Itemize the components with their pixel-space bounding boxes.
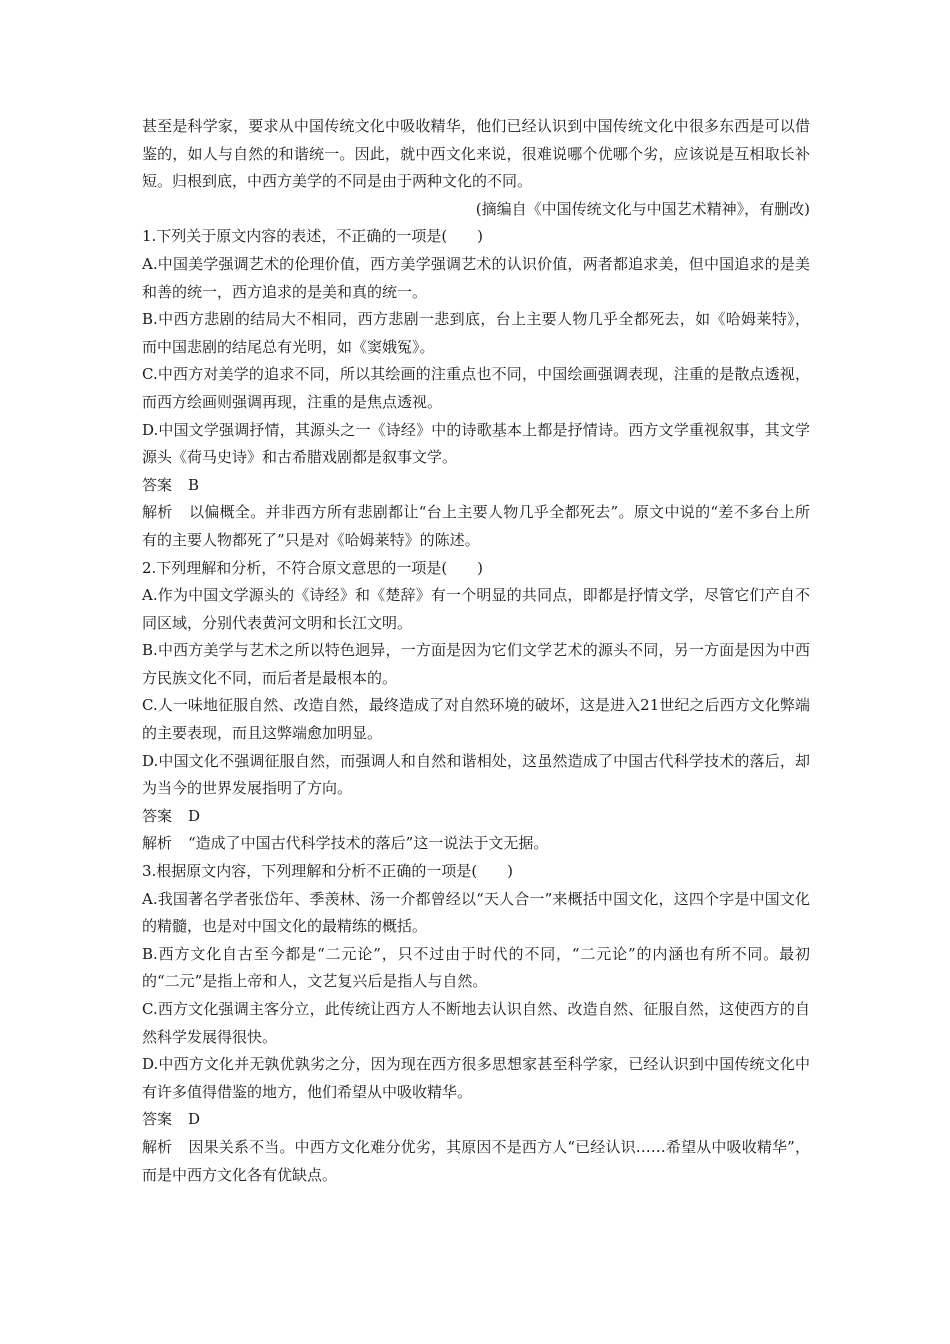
answer-value: B	[188, 475, 200, 494]
option-d: D.中国文化不强调征服自然，而强调人和自然和谐相处，这虽然造成了中国古代科学技术的落后，却为当今的世界发展指明了方向。	[142, 751, 810, 798]
document-page	[142, 113, 810, 1189]
analysis-label: 解析	[142, 1137, 173, 1156]
question-3	[142, 858, 810, 1189]
option-b: B.中西方美学与艺术之所以特色迥异，一方面是因为它们文学艺术的源头不同，另一方面是因为中西方民族文化不同，而后者是最根本的。	[142, 641, 810, 687]
answer-label: 答案	[142, 806, 173, 825]
option-a: A.作为中国文学源头的《诗经》和《楚辞》有一个明显的共同点，即都是抒情文学，尽管它们产自不同区域，分别代表黄河文明和长江文明。	[142, 586, 810, 632]
question-stem: 2.下列理解和分析，不符合原文意思的一项是( )	[142, 558, 484, 577]
answer-line	[142, 1106, 810, 1134]
answer-label: 答案	[142, 1110, 173, 1129]
option-b: B.西方文化自古至今都是“二元论”，只不过由于时代的不同，“二元论”的内涵也有所不同。最初的“二元”是指上帝和人，文艺复兴后是指人与自然。	[142, 944, 810, 991]
analysis-line	[142, 499, 810, 554]
option-d: D.中国文学强调抒情，其源头之一《诗经》中的诗歌基本上都是抒情诗。西方文学重视叙事，其文学源头《荷马史诗》和古希腊戏剧都是叙事文学。	[142, 420, 810, 467]
option-b: B.中西方悲剧的结局大不相同，西方悲剧一悲到底，台上主要人物几乎全都死去，如《哈姆莱特》，而中国悲剧的结尾总有光明，如《窦娥冤》。	[142, 310, 810, 356]
analysis-text: 以偏概全。并非西方所有悲剧都让“台上主要人物几乎全都死去”。原文中说的“差不多台上所有的主要人物都死了”只是对《哈姆莱特》的陈述。	[142, 503, 810, 549]
analysis-label: 解析	[142, 503, 173, 522]
option-c: C.西方文化强调主客分立，此传统让西方人不断地去认识自然、改造自然、征服自然，这使西方的自然科学发展得很快。	[142, 1000, 810, 1046]
question-2	[142, 555, 810, 859]
option-d: D.中西方文化并无孰优孰劣之分，因为现在西方很多思想家甚至科学家，已经认识到中国传统文化中有许多值得借鉴的地方，他们希望从中吸收精华。	[142, 1055, 810, 1101]
passage-paragraph: 甚至是科学家，要求从中国传统文化中吸收精华，他们已经认识到中国传统文化中很多东西是可以借鉴的，如人与自然的和谐统一。因此，就中西文化来说，很难说哪个优哪个劣，应该说是互相取长补短。归根到底，中西方美学的不同是由于两种文化的不同。	[142, 117, 810, 191]
option-c: C.人一味地征服自然、改造自然，最终造成了对自然环境的破坏，这是进入21世纪之后西方文化弊端的主要表现，而且这弊端愈加明显。	[142, 696, 810, 743]
analysis-line	[142, 1134, 810, 1189]
question-1	[142, 223, 810, 554]
question-stem: 3.根据原文内容，下列理解和分析不正确的一项是( )	[142, 862, 514, 881]
answer-line	[142, 803, 810, 831]
analysis-text: “造成了中国古代科学技术的落后”这一说法于文无据。	[188, 834, 549, 853]
answer-value: D	[188, 806, 201, 825]
analysis-label: 解析	[142, 834, 173, 853]
option-a: A.中国美学强调艺术的伦理价值，西方美学强调艺术的认识价值，两者都追求美，但中国追求的是美和善的统一，西方追求的是美和真的统一。	[142, 254, 810, 301]
answer-value: D	[188, 1110, 201, 1129]
answer-line	[142, 472, 810, 500]
option-c: C.中西方对美学的追求不同，所以其绘画的注重点也不同，中国绘画强调表现，注重的是散点透视，而西方绘画则强调再现，注重的是焦点透视。	[142, 365, 810, 411]
analysis-text: 因果关系不当。中西方文化难分优劣，其原因不是西方人“已经认识……希望从中吸收精华”，而是中西方文化各有优缺点。	[142, 1137, 810, 1184]
option-a: A.我国著名学者张岱年、季羡林、汤一介都曾经以“天人合一”来概括中国文化，这四个字是中国文化的精髓，也是对中国文化的最精练的概括。	[142, 889, 810, 936]
answer-label: 答案	[142, 475, 173, 494]
passage-source: (摘编自《中国传统文化与中国艺术精神》，有删改)	[475, 199, 810, 218]
question-stem: 1.下列关于原文内容的表述，不正确的一项是( )	[142, 227, 484, 246]
analysis-line	[142, 830, 810, 858]
